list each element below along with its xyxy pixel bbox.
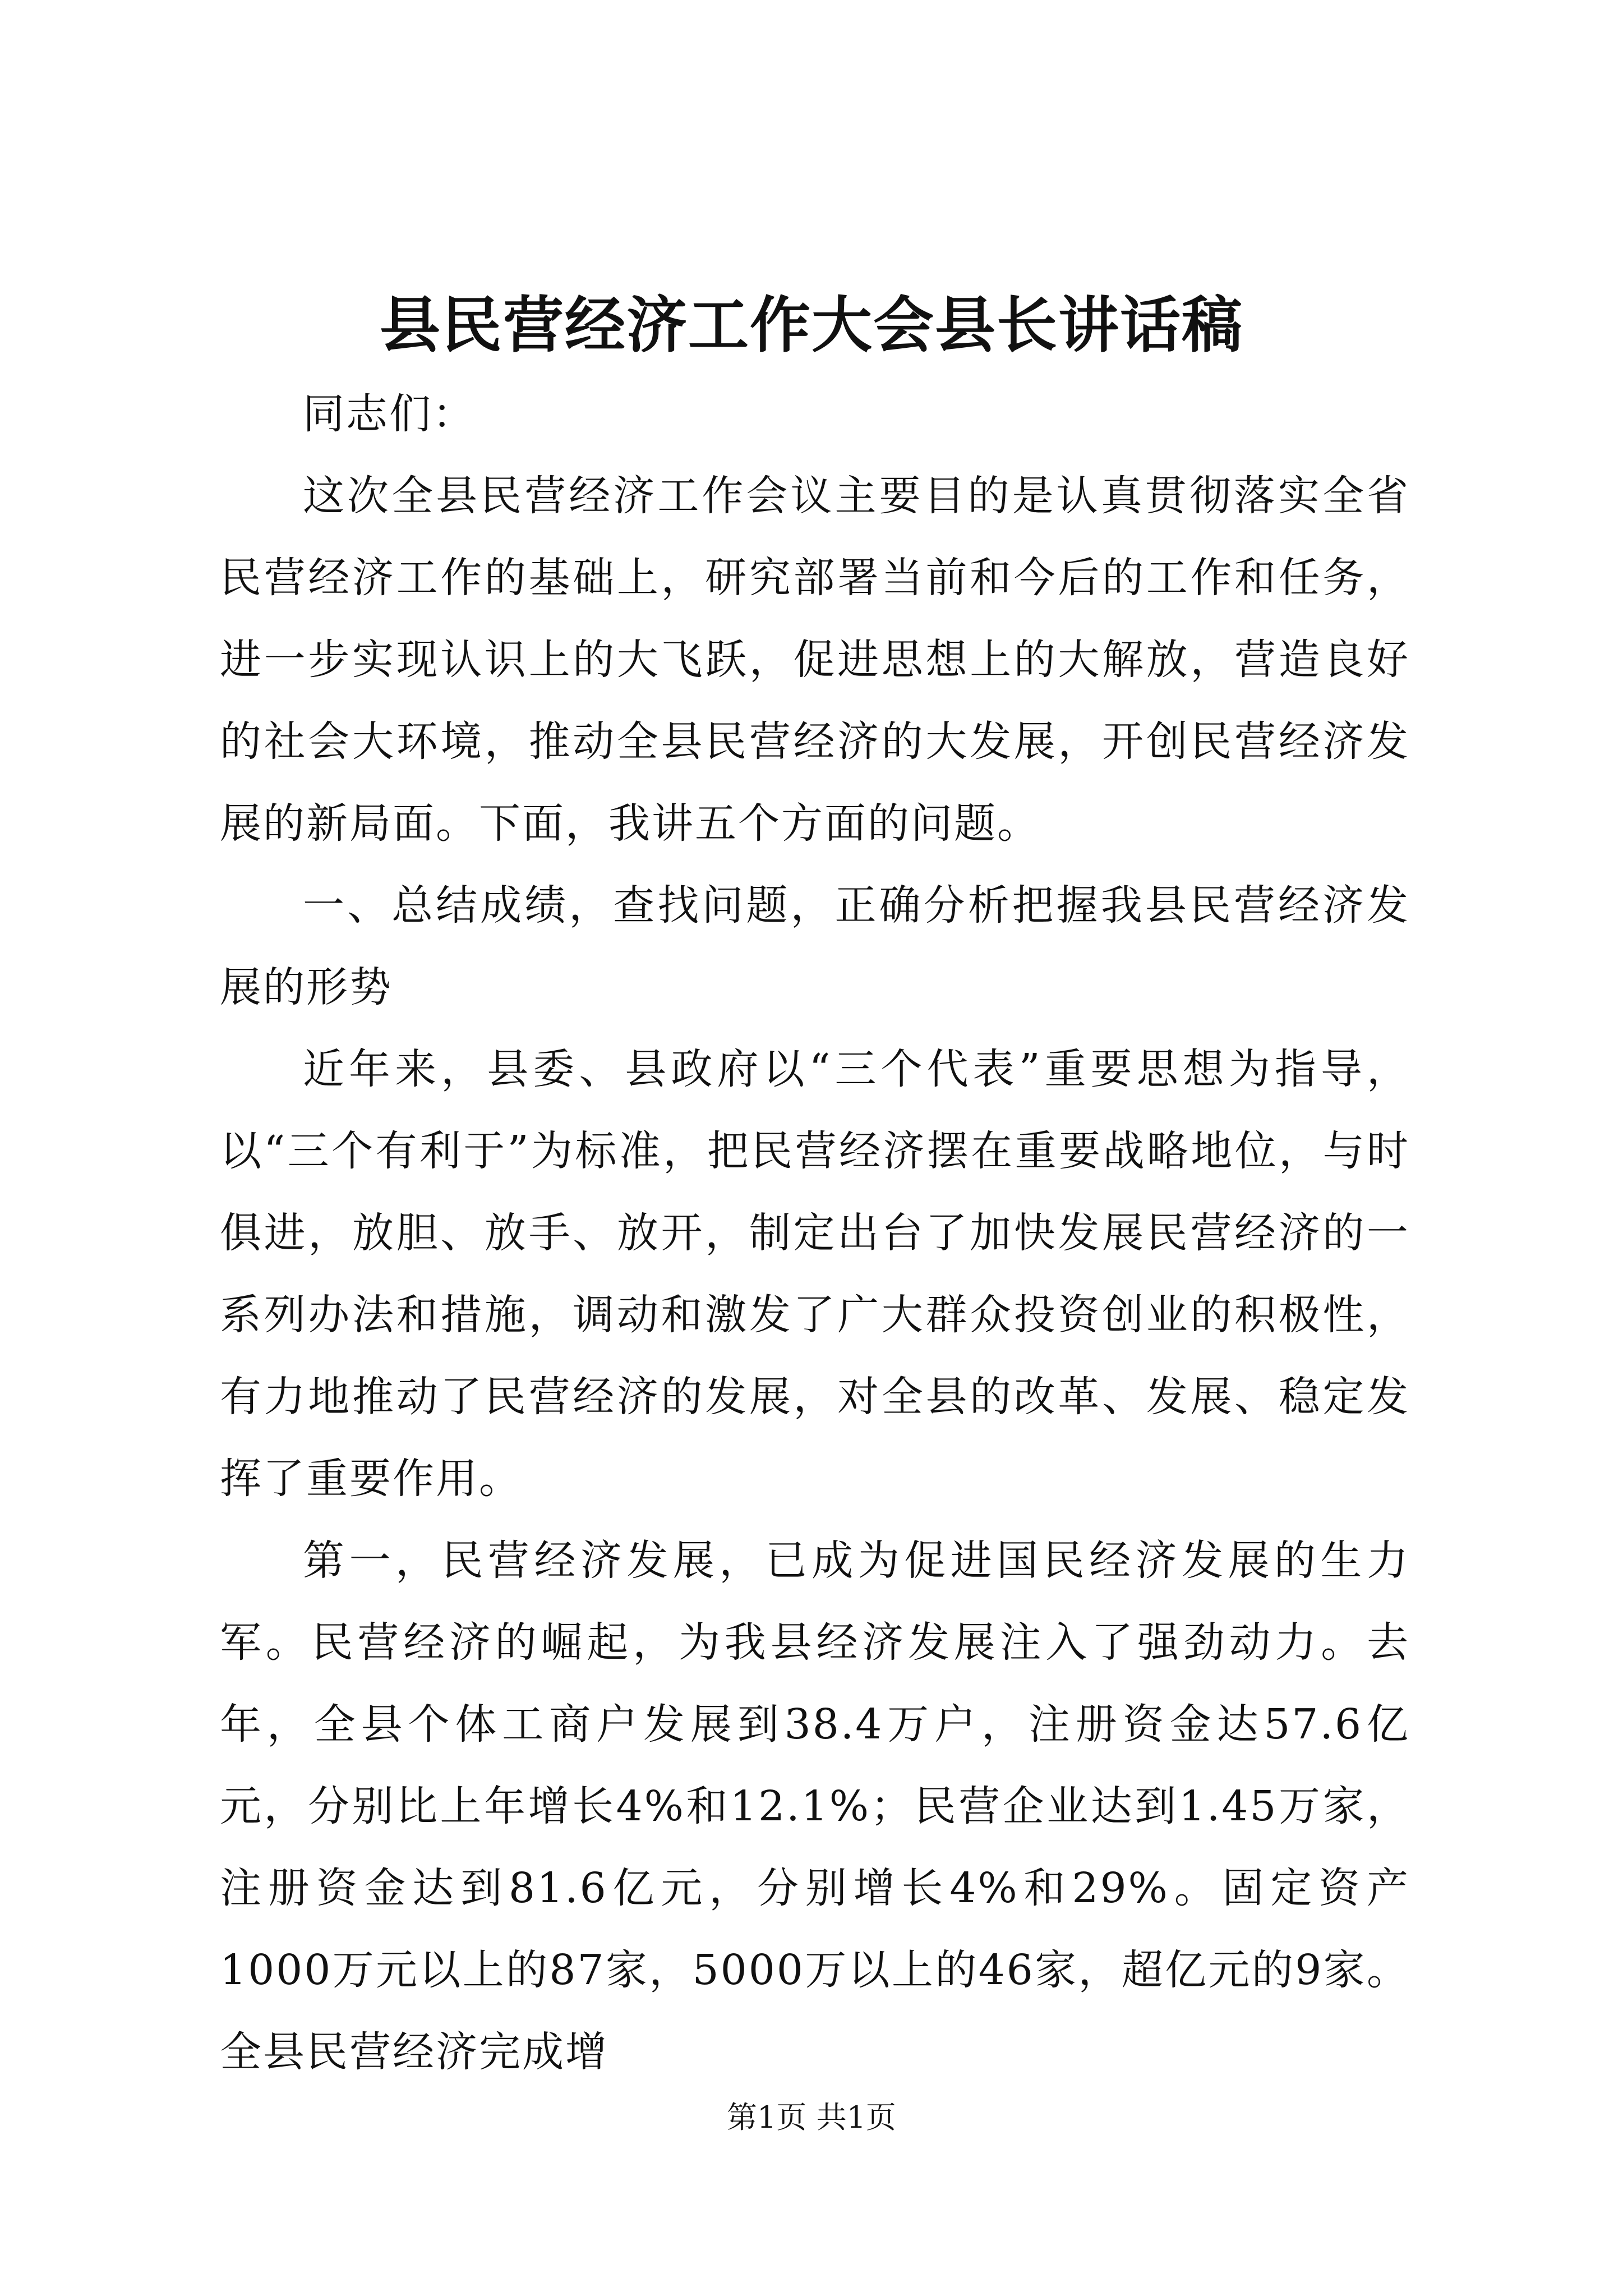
document-body: [220, 373, 1410, 2093]
paragraph-intro: 这次全县民营经济工作会议主要目的是认真贯彻落实全省民营经济工作的基础上，研究部署当前和今后的工作和任务，进一步实现认识上的大飞跃，促进思想上的大解放，营造良好的社会大环境，推动全县民营经济的大发展，开创民营经济发展的新局面。下面，我讲五个方面的问题。: [220, 472, 1410, 848]
document-title: 县民营经济工作大会县长讲话稿: [379, 290, 1243, 361]
page-footer: 第1页 共1页: [727, 2100, 896, 2135]
section-heading-1: 一、总结成绩，查找问题，正确分析把握我县民营经济发展的形势: [220, 881, 1410, 1011]
paragraph-first-point: 第一，民营经济发展，已成为促进国民经济发展的生力军。民营经济的崛起，为我县经济发展注入了强劲动力。去年，全县个体工商户发展到38.4万户，注册资金达57.6亿元，分别比上年增长4%和12.1%；民营企业达到1.45万家，注册资金达到81.6亿元，分别增长4%和29%。固定资产1000万元以上的87家，5000万以上的46家，超亿元的9家。全县民营经济完成增: [220, 1536, 1410, 2076]
salutation: 同志们：: [303, 390, 476, 438]
paragraph-overview: 近年来，县委、县政府以“三个代表”重要思想为指导，以“三个有利于”为标准，把民营经济摆在重要战略地位，与时俱进，放胆、放手、放开，制定出台了加快发展民营经济的一系列办法和措施，调动和激发了广大群众投资创业的积极性，有力地推动了民营经济的发展，对全县的改革、发展、稳定发挥了重要作用。: [220, 1045, 1410, 1503]
